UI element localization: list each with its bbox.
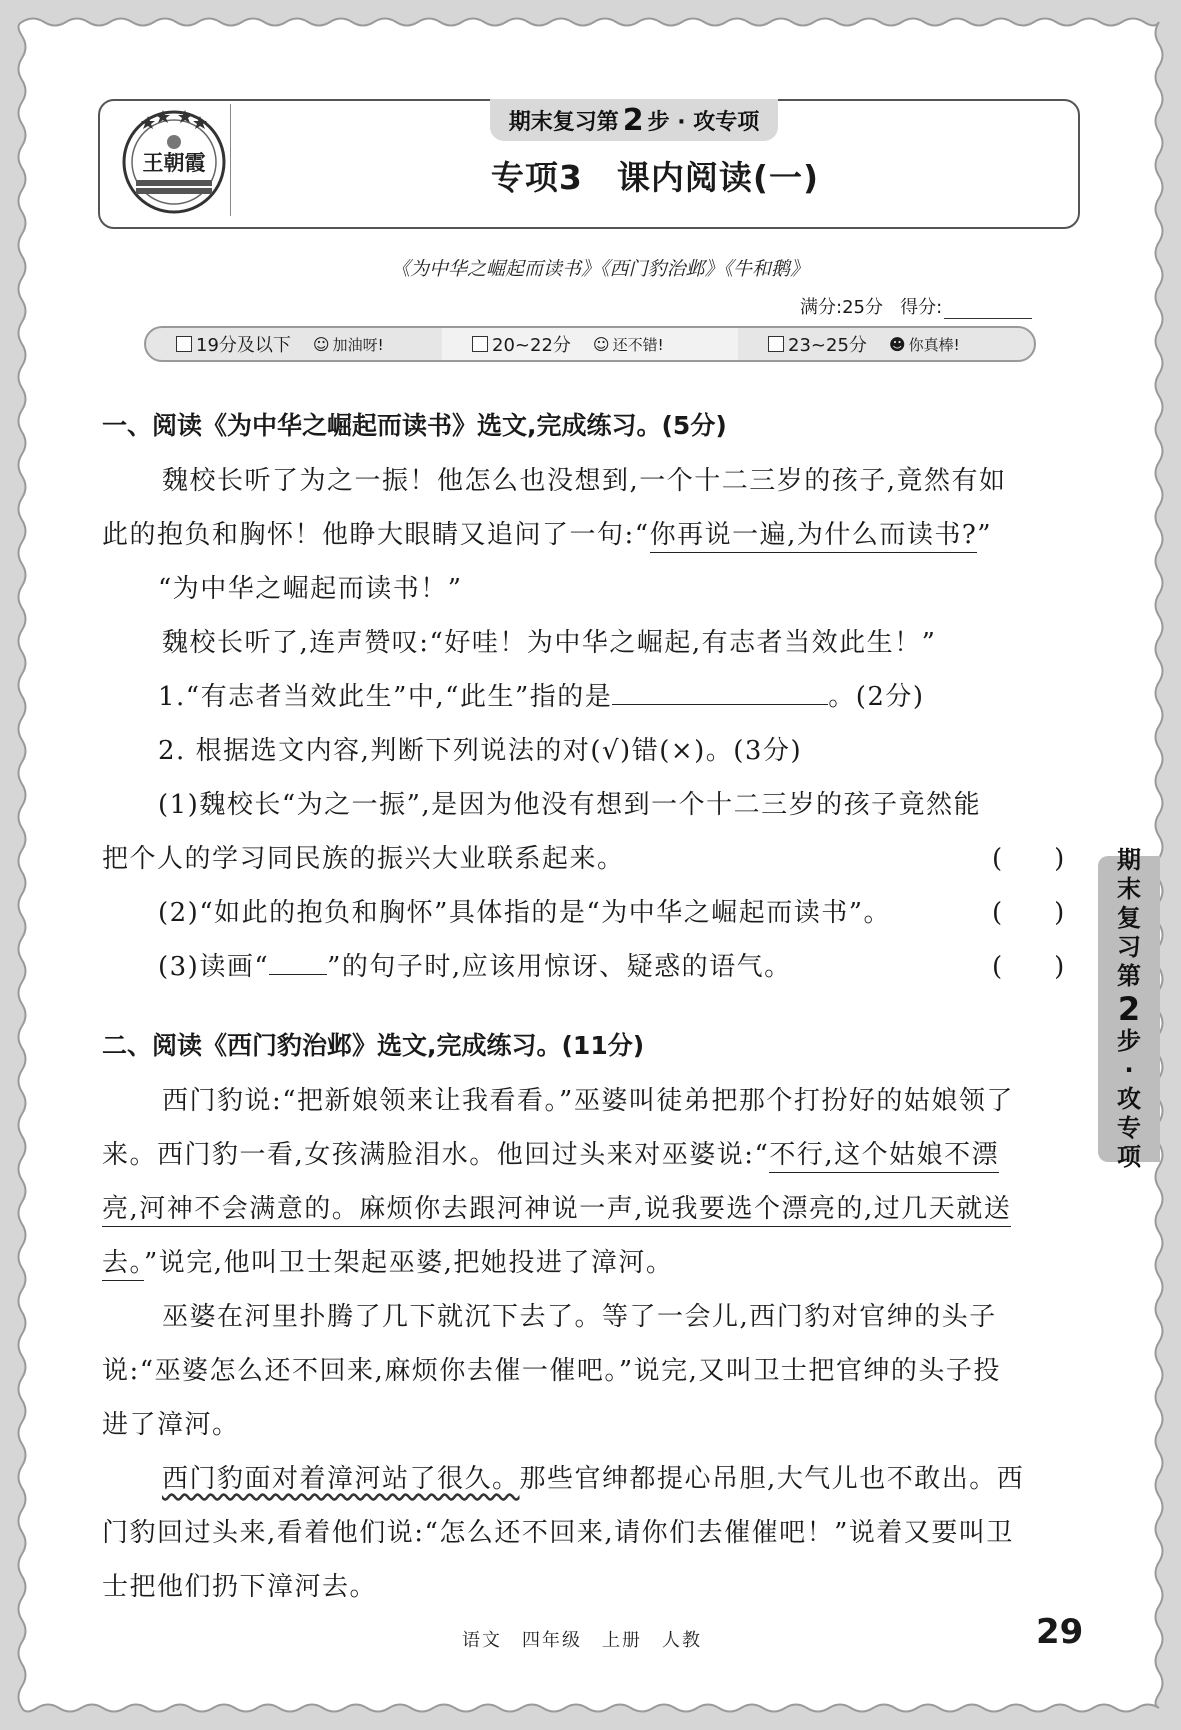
stage-number: 2 <box>622 102 644 138</box>
answer-parens[interactable]: ( ) <box>992 952 1065 982</box>
stage-label-post: 步 · 攻专项 <box>647 109 760 135</box>
underlined-sentence: 你再说一遍,为什么而读书? <box>650 520 978 553</box>
s1-p1-line1: 魏校长听了为之一振！他怎么也没想到,一个十二三岁的孩子,竟然有如 <box>162 466 1007 496</box>
side-tab-char: 习 <box>1117 933 1141 961</box>
section1-title: 一、阅读《为中华之崛起而读书》选文,完成练习。(5分) <box>102 411 727 440</box>
logo-seal-icon <box>118 104 230 216</box>
footer-edition: 人教 <box>662 1630 702 1651</box>
score-seg-high <box>738 331 1034 357</box>
cheer-text: 你真棒! <box>908 335 960 354</box>
s1-p2: “为中华之崛起而读书！” <box>158 574 463 604</box>
side-tab-number: 2 <box>1117 990 1141 1028</box>
side-tab-char: 期 <box>1117 846 1141 874</box>
cheer-text: 还不错! <box>612 335 664 354</box>
s2-p1-line3 <box>102 1188 1011 1225</box>
s2-p2-line1: 巫婆在河里扑腾了几下就沉下去了。等了一会儿,西门豹对官绅的头子 <box>162 1302 997 1332</box>
s1-p3: 魏校长听了,连声赞叹:“好哇！为中华之崛起,有志者当效此生！” <box>162 628 937 658</box>
footer-volume: 上册 <box>602 1630 642 1651</box>
lesson-list: 《为中华之崛起而读书》《西门豹治邺》《牛和鹅》 <box>390 258 809 280</box>
q2-item3: (3)读画“ ”的句子时,应该用惊讶、疑惑的语气。 <box>158 952 792 982</box>
side-tab-char: 步 <box>1117 1027 1141 1055</box>
s2-p2-line2: 说:“巫婆怎么还不回来,麻烦你去催一催吧。”说完,又叫卫士把官绅的头子投 <box>102 1356 1001 1386</box>
checkbox[interactable] <box>472 336 488 352</box>
side-tab-char: 攻 <box>1117 1085 1141 1113</box>
page-number: 29 <box>1036 1612 1084 1652</box>
stage-tab <box>490 99 778 141</box>
s2-p2-line3: 进了漳河。 <box>102 1410 240 1440</box>
s2-p3-line3: 士把他们扔下漳河去。 <box>102 1572 378 1602</box>
score-blank[interactable] <box>944 318 1032 319</box>
answer-parens[interactable]: ( ) <box>992 844 1065 874</box>
side-tab-char: 项 <box>1117 1143 1141 1171</box>
s2-p1-line2: 来。西门豹一看,女孩满脸泪水。他回过头来对巫婆说:“不行,这个姑娘不漂 <box>102 1134 999 1171</box>
svg-text:王朝霞: 王朝霞 <box>142 150 206 175</box>
side-tab-char: 末 <box>1117 875 1141 903</box>
stage-label-pre: 期末复习第 <box>508 109 619 135</box>
s2-p3-line1: 西门豹面对着漳河站了很久。那些官绅都提心吊胆,大气儿也不敢出。西 <box>162 1464 1025 1494</box>
section2-title: 二、阅读《西门豹治邺》选文,完成练习。(11分) <box>102 1031 645 1060</box>
q2-item1-line1: (1)魏校长“为之一振”,是因为他没有想到一个十二三岁的孩子竟然能 <box>158 790 982 820</box>
unit-title-number: 专项3 <box>490 158 583 197</box>
q2-item1-line2: 把个人的学习同民族的振兴大业联系起来。 <box>102 844 625 874</box>
footer-subject: 语文 <box>462 1630 502 1651</box>
unit-title-name: 课内阅读(一) <box>616 158 820 197</box>
score-bar <box>144 326 1036 362</box>
side-tab-char: 第 <box>1117 962 1141 990</box>
score-seg-low <box>146 331 442 357</box>
smiley-icon: ☺ <box>592 334 610 354</box>
unit-title <box>230 152 1080 199</box>
smiley-icon: ☻ <box>888 334 906 354</box>
footer-info <box>462 1626 722 1652</box>
q2-item2: (2)“如此的抱负和胸怀”具体指的是“为中华之崛起而读书”。 <box>158 898 891 928</box>
checkbox[interactable] <box>768 336 784 352</box>
answer-parens[interactable]: ( ) <box>992 898 1065 928</box>
underlined-sentence: 不行,这个姑娘不漂 <box>769 1140 999 1173</box>
side-tab-char: 专 <box>1117 1114 1141 1142</box>
score-range: 23~25分 <box>788 335 867 356</box>
score-seg-mid <box>442 328 738 360</box>
cheer-text: 加油呀! <box>332 335 384 354</box>
score-range: 20~22分 <box>492 335 571 356</box>
answer-blank[interactable] <box>612 703 828 705</box>
score-line <box>800 293 1032 319</box>
wavy-underlined-sentence: 西门豹面对着漳河站了很久。 <box>162 1464 520 1494</box>
full-score: 满分:25分 <box>800 297 883 318</box>
s2-p1-line4: 去。”说完,他叫卫士架起巫婆,把她投进了漳河。 <box>102 1242 673 1279</box>
s1-p1-line2: 此的抱负和胸怀！他睁大眼睛又追问了一句:“你再说一遍,为什么而读书?” <box>102 514 992 551</box>
side-tab-char: · <box>1124 1056 1134 1084</box>
smiley-icon: ☺ <box>312 334 330 354</box>
underline-sample <box>269 973 327 975</box>
underlined-sentence: 亮,河神不会满意的。麻烦你去跟河神说一声,说我要选个漂亮的,过几天就送 <box>102 1194 1011 1227</box>
question-1: 1.“有志者当效此生”中,“此生”指的是 。(2分) <box>158 682 925 712</box>
footer-grade: 四年级 <box>522 1630 582 1651</box>
underlined-sentence: 去。 <box>102 1248 144 1281</box>
question-2: 2. 根据选文内容,判断下列说法的对(√)错(×)。(3分) <box>158 736 803 766</box>
side-tab <box>1098 846 1160 1171</box>
s2-p1-line1: 西门豹说:“把新娘领来让我看看。”巫婆叫徒弟把那个打扮好的姑娘领了 <box>162 1086 1014 1116</box>
checkbox[interactable] <box>176 336 192 352</box>
s2-p3-line2: 门豹回过头来,看着他们说:“怎么还不回来,请你们去催催吧！”说着又要叫卫 <box>102 1518 1014 1548</box>
side-tab-char: 复 <box>1117 904 1141 932</box>
score-label: 得分: <box>900 297 943 318</box>
score-range: 19分及以下 <box>196 335 291 356</box>
